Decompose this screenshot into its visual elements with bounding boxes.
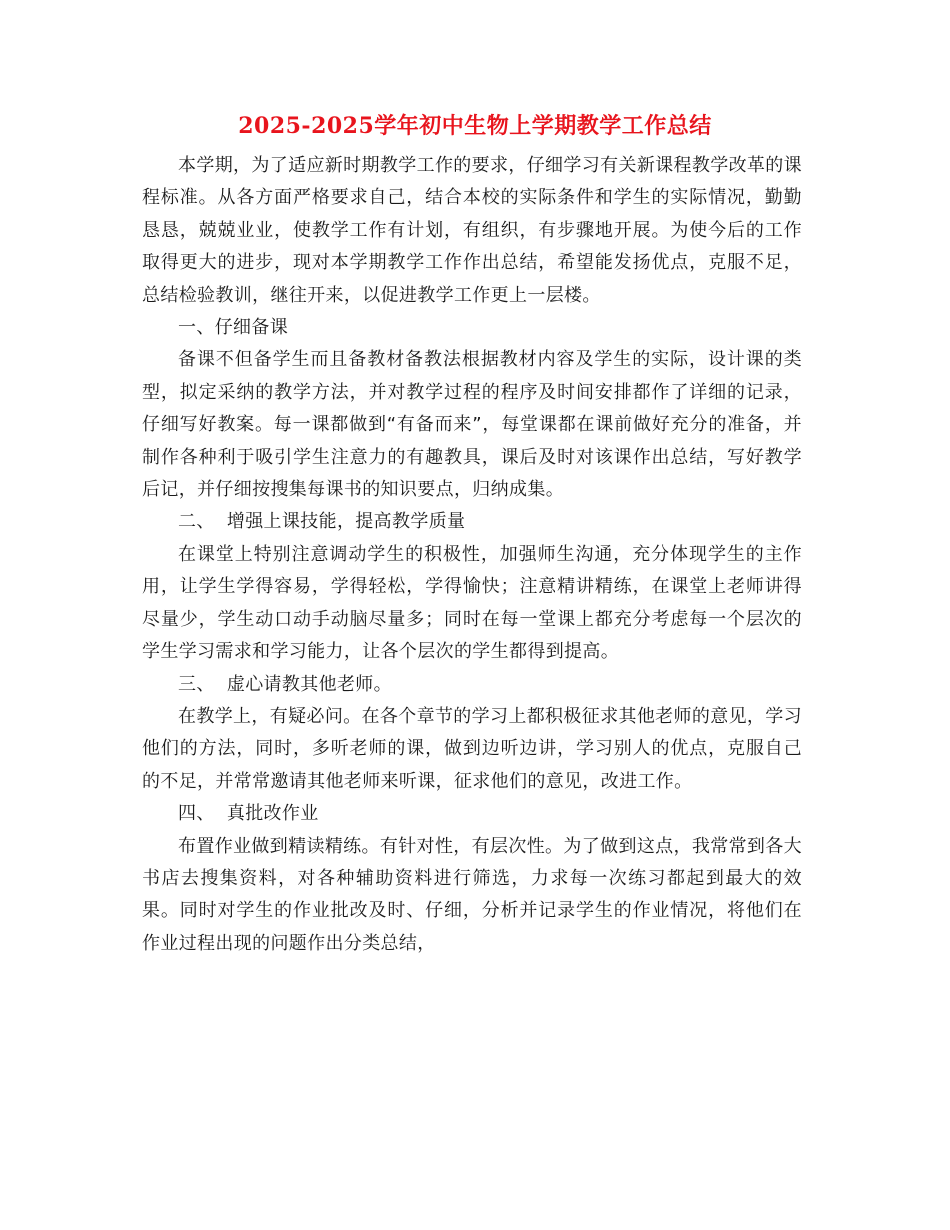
section-paragraph-3: 在教学上，有疑必问。在各个章节的学习上都积极征求其他老师的意见，学习他们的方法，同时，多听老师的课，做到边听边讲，学习别人的优点，克服自己的不足，并常常邀请其他老师来听课，征求他们的意见，改进工作。: [142, 705, 802, 792]
section-heading-2: 二、 增强上课技能，提高教学质量: [178, 511, 466, 533]
section-heading-4: 四、 真批改作业: [178, 803, 319, 825]
section-paragraph-4: 布置作业做到精读精练。有针对性，有层次性。为了做到这点，我常常到各大书店去搜集资料，对各种辅助资料进行筛选，力求每一次练习都起到最大的效果。同时对学生的作业批改及时、仔细，分析并记录学生的作业情况，将他们在作业过程出现的问题作出分类总结，: [142, 835, 802, 954]
section-heading-1: 一、仔细备课: [178, 317, 289, 339]
section-paragraph-2: 在课堂上特别注意调动学生的积极性，加强师生沟通，充分体现学生的主作用，让学生学得容易，学得轻松，学得愉快；注意精讲精练，在课堂上老师讲得尽量少，学生动口动手动脑尽量多；同时在每一堂课上都充分考虑每一个层次的学生学习需求和学习能力，让各个层次的学生都得到提高。: [142, 543, 802, 663]
intro-paragraph: 本学期，为了适应新时期教学工作的要求，仔细学习有关新课程教学改革的课程标准。从各方面严格要求自己，结合本校的实际条件和学生的实际情况，勤勤恳恳，兢兢业业，使教学工作有计划，有组织，有步骤地开展。为使今后的工作取得更大的进步，现对本学期教学工作作出总结，希望能发扬优点，克服不足，总结检验教训，继往开来，以促进教学工作更上一层楼。: [142, 155, 802, 306]
section-heading-3: 三、 虚心请教其他老师。: [178, 673, 392, 695]
document-title: 2025-2025学年初中生物上学期教学工作总结: [238, 113, 712, 139]
document-body: [142, 150, 802, 960]
section-paragraph-1: 备课不但备学生而且备教材备教法根据教材内容及学生的实际，设计课的类型，拟定采纳的教学方法，并对教学过程的程序及时间安排都作了详细的记录，仔细写好教案。每一课都做到“有备而来”，每堂课都在课前做好充分的准备，并制作各种利于吸引学生注意力的有趣教具，课后及时对该课作出总结，写好教学后记，并仔细按搜集每课书的知识要点，归纳成集。: [142, 349, 802, 501]
